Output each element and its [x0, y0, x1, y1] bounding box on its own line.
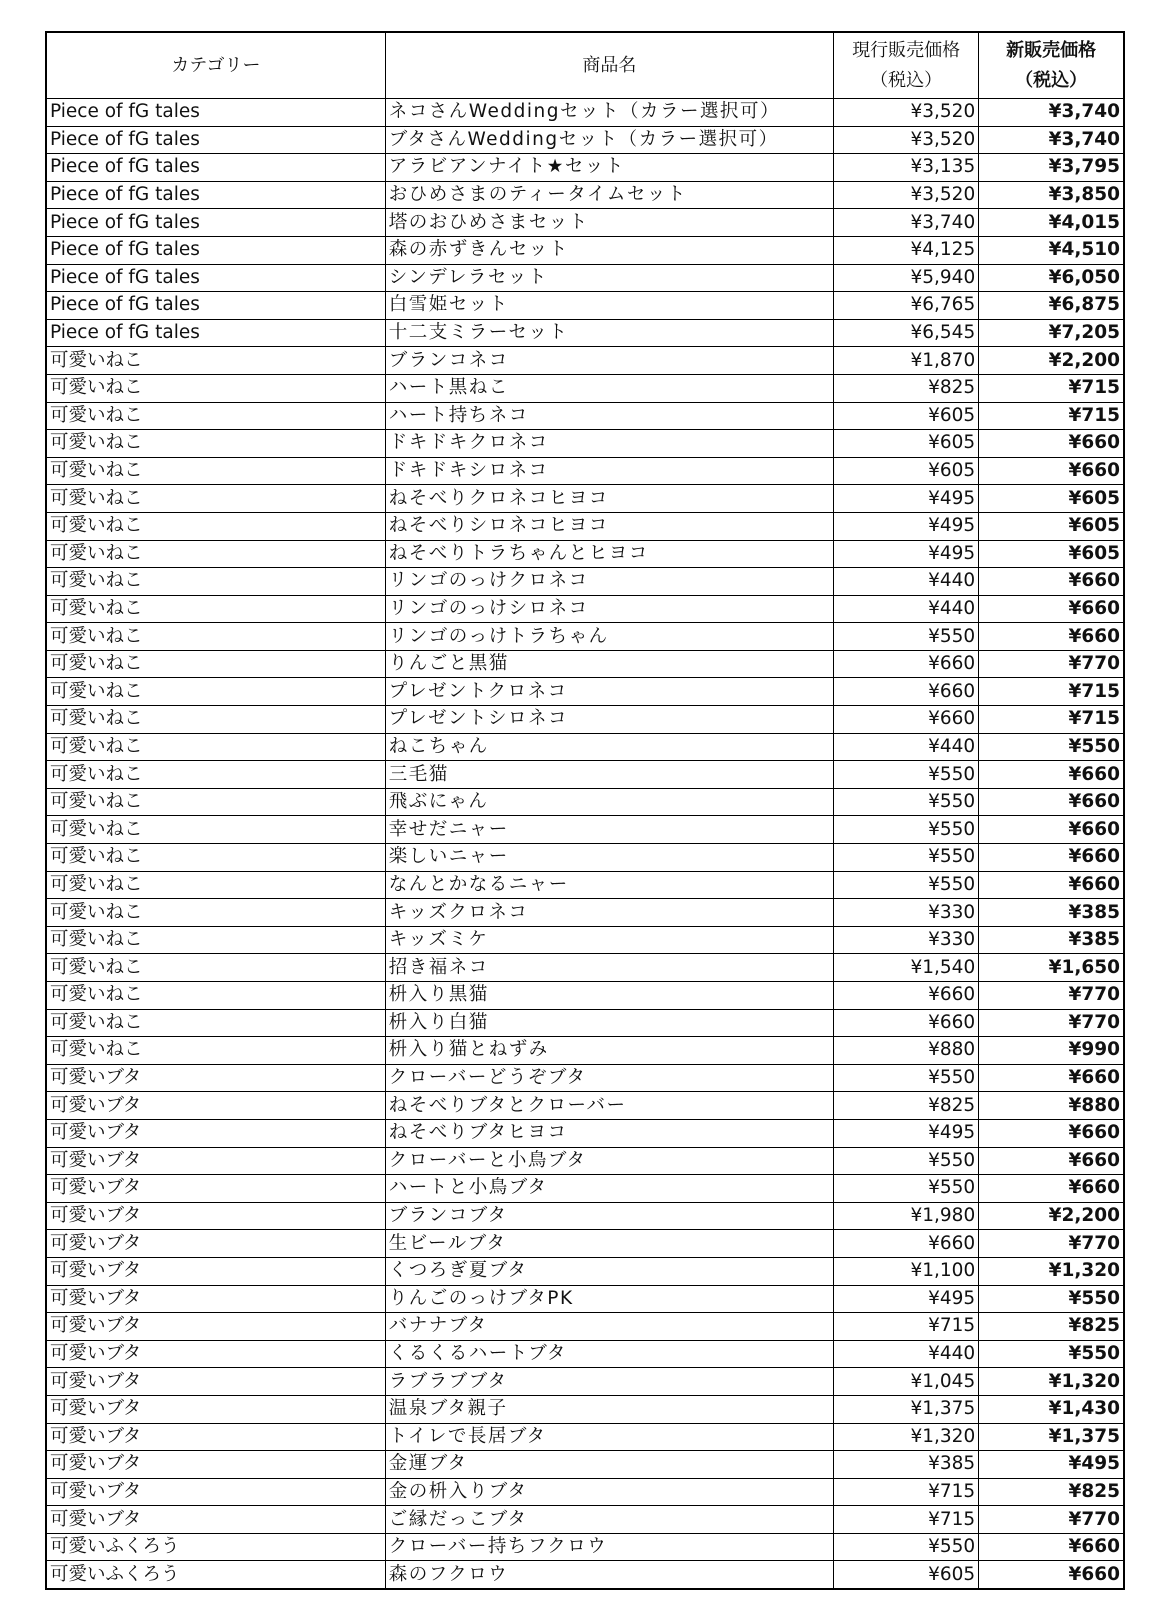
- product-name-cell: プレゼントクロネコ: [385, 678, 833, 706]
- table-row: [46, 706, 1124, 734]
- product-name-cell: くつろぎ夏ブタ: [385, 1257, 833, 1285]
- current-price-cell: ¥495: [833, 512, 978, 540]
- product-name-cell: リンゴのっけシロネコ: [385, 595, 833, 623]
- current-price-cell: ¥715: [833, 1506, 978, 1534]
- new-price-cell: ¥550: [979, 1340, 1124, 1368]
- table-row: [46, 926, 1124, 954]
- category-cell: 可愛いねこ: [46, 568, 385, 596]
- header-row: [46, 32, 1124, 99]
- new-price-cell: ¥990: [979, 1037, 1124, 1065]
- new-price-cell: ¥660: [979, 788, 1124, 816]
- category-cell: 可愛いねこ: [46, 926, 385, 954]
- table-row: [46, 347, 1124, 375]
- category-cell: 可愛いブタ: [46, 1202, 385, 1230]
- category-cell: 可愛いねこ: [46, 457, 385, 485]
- product-name-cell: ハートと小鳥ブタ: [385, 1175, 833, 1203]
- table-row: [46, 292, 1124, 320]
- table-row: [46, 1064, 1124, 1092]
- table-row: [46, 402, 1124, 430]
- current-price-cell: ¥550: [833, 623, 978, 651]
- category-cell: 可愛いブタ: [46, 1368, 385, 1396]
- new-price-cell: ¥660: [979, 1147, 1124, 1175]
- new-price-cell: ¥1,320: [979, 1257, 1124, 1285]
- product-name-cell: 金運ブタ: [385, 1451, 833, 1479]
- product-name-cell: 三毛猫: [385, 761, 833, 789]
- new-price-cell: ¥1,320: [979, 1368, 1124, 1396]
- table-row: [46, 236, 1124, 264]
- category-cell: 可愛いねこ: [46, 761, 385, 789]
- new-price-cell: ¥550: [979, 1285, 1124, 1313]
- category-cell: 可愛いねこ: [46, 954, 385, 982]
- category-cell: 可愛いブタ: [46, 1395, 385, 1423]
- new-price-cell: ¥385: [979, 899, 1124, 927]
- current-price-cell: ¥880: [833, 1037, 978, 1065]
- table-row: [46, 568, 1124, 596]
- category-cell: 可愛いブタ: [46, 1313, 385, 1341]
- current-price-cell: ¥1,375: [833, 1395, 978, 1423]
- header-new-price: [979, 32, 1124, 99]
- current-price-cell: ¥825: [833, 374, 978, 402]
- current-price-cell: ¥605: [833, 1561, 978, 1589]
- product-name-cell: キッズクロネコ: [385, 899, 833, 927]
- new-price-cell: ¥660: [979, 568, 1124, 596]
- product-name-cell: 飛ぶにゃん: [385, 788, 833, 816]
- category-cell: 可愛いブタ: [46, 1506, 385, 1534]
- current-price-cell: ¥550: [833, 844, 978, 872]
- product-name-cell: ねそべりトラちゃんとヒヨコ: [385, 540, 833, 568]
- table-row: [46, 1368, 1124, 1396]
- table-row: [46, 512, 1124, 540]
- new-price-cell: ¥550: [979, 733, 1124, 761]
- category-cell: 可愛いねこ: [46, 788, 385, 816]
- new-price-cell: ¥660: [979, 430, 1124, 458]
- product-name-cell: プレゼントシロネコ: [385, 706, 833, 734]
- product-name-cell: 森のフクロウ: [385, 1561, 833, 1589]
- current-price-cell: ¥550: [833, 761, 978, 789]
- current-price-cell: ¥3,520: [833, 181, 978, 209]
- current-price-cell: ¥3,135: [833, 154, 978, 182]
- current-price-cell: ¥550: [833, 1533, 978, 1561]
- category-cell: 可愛いねこ: [46, 678, 385, 706]
- table-row: [46, 1533, 1124, 1561]
- table-row: [46, 1119, 1124, 1147]
- new-price-cell: ¥495: [979, 1451, 1124, 1479]
- current-price-cell: ¥550: [833, 871, 978, 899]
- table-row: [46, 650, 1124, 678]
- new-price-cell: ¥660: [979, 1533, 1124, 1561]
- new-price-cell: ¥660: [979, 1175, 1124, 1203]
- category-cell: 可愛いねこ: [46, 982, 385, 1010]
- category-cell: 可愛いねこ: [46, 430, 385, 458]
- new-price-cell: ¥1,430: [979, 1395, 1124, 1423]
- category-cell: 可愛いねこ: [46, 816, 385, 844]
- product-name-cell: りんごのっけブタPK: [385, 1285, 833, 1313]
- current-price-cell: ¥3,740: [833, 209, 978, 237]
- category-cell: 可愛いねこ: [46, 402, 385, 430]
- table-row: [46, 540, 1124, 568]
- current-price-cell: ¥1,980: [833, 1202, 978, 1230]
- category-cell: Piece of fG tales: [46, 99, 385, 127]
- table-row: [46, 1285, 1124, 1313]
- current-price-cell: ¥550: [833, 1175, 978, 1203]
- current-price-cell: ¥605: [833, 402, 978, 430]
- table-row: [46, 264, 1124, 292]
- new-price-cell: ¥6,050: [979, 264, 1124, 292]
- category-cell: Piece of fG tales: [46, 181, 385, 209]
- current-price-cell: ¥660: [833, 1230, 978, 1258]
- product-name-cell: 白雪姫セット: [385, 292, 833, 320]
- product-name-cell: アラビアンナイト★セット: [385, 154, 833, 182]
- current-price-cell: ¥660: [833, 706, 978, 734]
- current-price-cell: ¥6,765: [833, 292, 978, 320]
- table-row: [46, 954, 1124, 982]
- new-price-cell: ¥1,375: [979, 1423, 1124, 1451]
- category-cell: Piece of fG tales: [46, 236, 385, 264]
- new-price-cell: ¥825: [979, 1313, 1124, 1341]
- current-price-cell: ¥660: [833, 678, 978, 706]
- product-name-cell: くるくるハートブタ: [385, 1340, 833, 1368]
- table-row: [46, 623, 1124, 651]
- category-cell: 可愛いねこ: [46, 512, 385, 540]
- new-price-cell: ¥715: [979, 374, 1124, 402]
- table-row: [46, 844, 1124, 872]
- product-name-cell: 金の枡入りブタ: [385, 1478, 833, 1506]
- table-row: [46, 899, 1124, 927]
- category-cell: 可愛いねこ: [46, 1009, 385, 1037]
- current-price-cell: ¥495: [833, 540, 978, 568]
- product-name-cell: シンデレラセット: [385, 264, 833, 292]
- table-row: [46, 1561, 1124, 1589]
- price-table-body: [46, 99, 1124, 1590]
- current-price-cell: ¥1,540: [833, 954, 978, 982]
- product-name-cell: ねそべりブタとクローバー: [385, 1092, 833, 1120]
- category-cell: 可愛いブタ: [46, 1147, 385, 1175]
- product-name-cell: ねそべりブタヒヨコ: [385, 1119, 833, 1147]
- table-row: [46, 871, 1124, 899]
- new-price-cell: ¥770: [979, 1009, 1124, 1037]
- price-table-header: [46, 32, 1124, 99]
- table-row: [46, 319, 1124, 347]
- new-price-cell: ¥3,850: [979, 181, 1124, 209]
- table-row: [46, 1451, 1124, 1479]
- table-row: [46, 1175, 1124, 1203]
- current-price-cell: ¥605: [833, 457, 978, 485]
- table-row: [46, 1395, 1124, 1423]
- product-name-cell: ブタさんWeddingセット（カラー選択可）: [385, 126, 833, 154]
- table-row: [46, 1423, 1124, 1451]
- new-price-cell: ¥1,650: [979, 954, 1124, 982]
- product-name-cell: クローバーどうぞブタ: [385, 1064, 833, 1092]
- current-price-cell: ¥715: [833, 1478, 978, 1506]
- current-price-cell: ¥385: [833, 1451, 978, 1479]
- product-name-cell: ねこちゃん: [385, 733, 833, 761]
- category-cell: 可愛いねこ: [46, 374, 385, 402]
- new-price-cell: ¥385: [979, 926, 1124, 954]
- product-name-cell: 枡入り猫とねずみ: [385, 1037, 833, 1065]
- new-price-cell: ¥770: [979, 982, 1124, 1010]
- new-price-cell: ¥4,510: [979, 236, 1124, 264]
- table-row: [46, 1009, 1124, 1037]
- new-price-cell: ¥660: [979, 816, 1124, 844]
- current-price-cell: ¥440: [833, 1340, 978, 1368]
- product-name-cell: クローバー持ちフクロウ: [385, 1533, 833, 1561]
- new-price-cell: ¥660: [979, 623, 1124, 651]
- product-name-cell: ネコさんWeddingセット（カラー選択可）: [385, 99, 833, 127]
- header-current-price-line1: 現行販売価格: [852, 39, 961, 61]
- category-cell: 可愛いねこ: [46, 733, 385, 761]
- table-row: [46, 181, 1124, 209]
- new-price-cell: ¥605: [979, 512, 1124, 540]
- header-new-price-line2: （税込）: [1015, 69, 1088, 91]
- header-current-price: [833, 32, 978, 99]
- category-cell: 可愛いねこ: [46, 540, 385, 568]
- current-price-cell: ¥6,545: [833, 319, 978, 347]
- table-row: [46, 1340, 1124, 1368]
- product-name-cell: りんごと黒猫: [385, 650, 833, 678]
- table-row: [46, 1092, 1124, 1120]
- product-name-cell: なんとかなるニャー: [385, 871, 833, 899]
- category-cell: 可愛いねこ: [46, 706, 385, 734]
- category-cell: Piece of fG tales: [46, 209, 385, 237]
- category-cell: 可愛いねこ: [46, 650, 385, 678]
- new-price-cell: ¥770: [979, 1506, 1124, 1534]
- category-cell: 可愛いブタ: [46, 1230, 385, 1258]
- header-new-price-line1: 新販売価格: [1006, 39, 1097, 61]
- current-price-cell: ¥1,100: [833, 1257, 978, 1285]
- current-price-cell: ¥495: [833, 1285, 978, 1313]
- product-name-cell: ハート持ちネコ: [385, 402, 833, 430]
- new-price-cell: ¥7,205: [979, 319, 1124, 347]
- table-row: [46, 374, 1124, 402]
- new-price-cell: ¥825: [979, 1478, 1124, 1506]
- table-row: [46, 788, 1124, 816]
- product-name-cell: 枡入り黒猫: [385, 982, 833, 1010]
- table-row: [46, 816, 1124, 844]
- price-table: [45, 31, 1125, 1590]
- category-cell: 可愛いブタ: [46, 1423, 385, 1451]
- new-price-cell: ¥715: [979, 706, 1124, 734]
- product-name-cell: バナナブタ: [385, 1313, 833, 1341]
- category-cell: Piece of fG tales: [46, 292, 385, 320]
- current-price-cell: ¥495: [833, 1119, 978, 1147]
- table-row: [46, 99, 1124, 127]
- header-category: [46, 32, 385, 99]
- table-row: [46, 1037, 1124, 1065]
- table-row: [46, 595, 1124, 623]
- product-name-cell: ドキドキクロネコ: [385, 430, 833, 458]
- category-cell: Piece of fG tales: [46, 126, 385, 154]
- current-price-cell: ¥3,520: [833, 99, 978, 127]
- current-price-cell: ¥3,520: [833, 126, 978, 154]
- table-row: [46, 1478, 1124, 1506]
- header-current-price-line2: （税込）: [870, 69, 943, 91]
- new-price-cell: ¥770: [979, 650, 1124, 678]
- new-price-cell: ¥3,740: [979, 99, 1124, 127]
- table-row: [46, 982, 1124, 1010]
- new-price-cell: ¥6,875: [979, 292, 1124, 320]
- table-row: [46, 485, 1124, 513]
- current-price-cell: ¥440: [833, 733, 978, 761]
- new-price-cell: ¥660: [979, 1119, 1124, 1147]
- category-cell: 可愛いふくろう: [46, 1561, 385, 1589]
- table-row: [46, 733, 1124, 761]
- current-price-cell: ¥660: [833, 650, 978, 678]
- product-name-cell: トイレで長居ブタ: [385, 1423, 833, 1451]
- table-row: [46, 457, 1124, 485]
- new-price-cell: ¥660: [979, 844, 1124, 872]
- product-name-cell: ラブラブブタ: [385, 1368, 833, 1396]
- new-price-cell: ¥660: [979, 1064, 1124, 1092]
- new-price-cell: ¥880: [979, 1092, 1124, 1120]
- product-name-cell: クローバーと小鳥ブタ: [385, 1147, 833, 1175]
- current-price-cell: ¥550: [833, 788, 978, 816]
- table-row: [46, 209, 1124, 237]
- new-price-cell: ¥2,200: [979, 1202, 1124, 1230]
- product-name-cell: 塔のおひめさまセット: [385, 209, 833, 237]
- product-name-cell: 招き福ネコ: [385, 954, 833, 982]
- product-name-cell: 幸せだニャー: [385, 816, 833, 844]
- product-name-cell: 森の赤ずきんセット: [385, 236, 833, 264]
- new-price-cell: ¥770: [979, 1230, 1124, 1258]
- product-name-cell: ハート黒ねこ: [385, 374, 833, 402]
- new-price-cell: ¥3,740: [979, 126, 1124, 154]
- category-cell: 可愛いねこ: [46, 899, 385, 927]
- category-cell: 可愛いねこ: [46, 871, 385, 899]
- table-row: [46, 1257, 1124, 1285]
- current-price-cell: ¥1,320: [833, 1423, 978, 1451]
- category-cell: 可愛いブタ: [46, 1451, 385, 1479]
- category-cell: 可愛いブタ: [46, 1175, 385, 1203]
- new-price-cell: ¥660: [979, 457, 1124, 485]
- current-price-cell: ¥550: [833, 1064, 978, 1092]
- table-row: [46, 430, 1124, 458]
- header-category-label: カテゴリー: [171, 54, 261, 76]
- new-price-cell: ¥4,015: [979, 209, 1124, 237]
- table-row: [46, 154, 1124, 182]
- new-price-cell: ¥715: [979, 678, 1124, 706]
- new-price-cell: ¥660: [979, 761, 1124, 789]
- current-price-cell: ¥605: [833, 430, 978, 458]
- category-cell: 可愛いねこ: [46, 844, 385, 872]
- product-name-cell: ブランコネコ: [385, 347, 833, 375]
- current-price-cell: ¥4,125: [833, 236, 978, 264]
- current-price-cell: ¥330: [833, 899, 978, 927]
- table-row: [46, 1230, 1124, 1258]
- current-price-cell: ¥440: [833, 568, 978, 596]
- current-price-cell: ¥495: [833, 485, 978, 513]
- table-row: [46, 678, 1124, 706]
- category-cell: 可愛いねこ: [46, 595, 385, 623]
- table-row: [46, 1147, 1124, 1175]
- current-price-cell: ¥1,870: [833, 347, 978, 375]
- category-cell: 可愛いブタ: [46, 1119, 385, 1147]
- product-name-cell: ブランコブタ: [385, 1202, 833, 1230]
- table-row: [46, 761, 1124, 789]
- category-cell: Piece of fG tales: [46, 154, 385, 182]
- new-price-cell: ¥2,200: [979, 347, 1124, 375]
- new-price-cell: ¥660: [979, 1561, 1124, 1589]
- new-price-cell: ¥715: [979, 402, 1124, 430]
- product-name-cell: ドキドキシロネコ: [385, 457, 833, 485]
- product-name-cell: ご縁だっこブタ: [385, 1506, 833, 1534]
- current-price-cell: ¥5,940: [833, 264, 978, 292]
- current-price-cell: ¥825: [833, 1092, 978, 1120]
- product-name-cell: ねそべりシロネコヒヨコ: [385, 512, 833, 540]
- category-cell: Piece of fG tales: [46, 319, 385, 347]
- header-product: [385, 32, 833, 99]
- table-row: [46, 1313, 1124, 1341]
- product-name-cell: キッズミケ: [385, 926, 833, 954]
- category-cell: 可愛いねこ: [46, 1037, 385, 1065]
- current-price-cell: ¥660: [833, 1009, 978, 1037]
- current-price-cell: ¥660: [833, 982, 978, 1010]
- new-price-cell: ¥660: [979, 595, 1124, 623]
- product-name-cell: 生ビールブタ: [385, 1230, 833, 1258]
- category-cell: 可愛いブタ: [46, 1340, 385, 1368]
- table-row: [46, 1506, 1124, 1534]
- product-name-cell: おひめさまのティータイムセット: [385, 181, 833, 209]
- category-cell: 可愛いブタ: [46, 1257, 385, 1285]
- category-cell: 可愛いふくろう: [46, 1533, 385, 1561]
- category-cell: 可愛いねこ: [46, 485, 385, 513]
- table-row: [46, 1202, 1124, 1230]
- category-cell: 可愛いブタ: [46, 1092, 385, 1120]
- current-price-cell: ¥440: [833, 595, 978, 623]
- new-price-cell: ¥605: [979, 540, 1124, 568]
- product-name-cell: 温泉ブタ親子: [385, 1395, 833, 1423]
- category-cell: 可愛いブタ: [46, 1478, 385, 1506]
- current-price-cell: ¥550: [833, 1147, 978, 1175]
- category-cell: 可愛いブタ: [46, 1285, 385, 1313]
- product-name-cell: 枡入り白猫: [385, 1009, 833, 1037]
- current-price-cell: ¥550: [833, 816, 978, 844]
- table-row: [46, 126, 1124, 154]
- category-cell: Piece of fG tales: [46, 264, 385, 292]
- current-price-cell: ¥715: [833, 1313, 978, 1341]
- category-cell: 可愛いねこ: [46, 623, 385, 651]
- product-name-cell: リンゴのっけクロネコ: [385, 568, 833, 596]
- current-price-cell: ¥330: [833, 926, 978, 954]
- product-name-cell: 十二支ミラーセット: [385, 319, 833, 347]
- product-name-cell: リンゴのっけトラちゃん: [385, 623, 833, 651]
- new-price-cell: ¥3,795: [979, 154, 1124, 182]
- header-product-label: 商品名: [582, 54, 637, 76]
- product-name-cell: ねそべりクロネコヒヨコ: [385, 485, 833, 513]
- new-price-cell: ¥660: [979, 871, 1124, 899]
- new-price-cell: ¥605: [979, 485, 1124, 513]
- current-price-cell: ¥1,045: [833, 1368, 978, 1396]
- category-cell: 可愛いねこ: [46, 347, 385, 375]
- category-cell: 可愛いブタ: [46, 1064, 385, 1092]
- product-name-cell: 楽しいニャー: [385, 844, 833, 872]
